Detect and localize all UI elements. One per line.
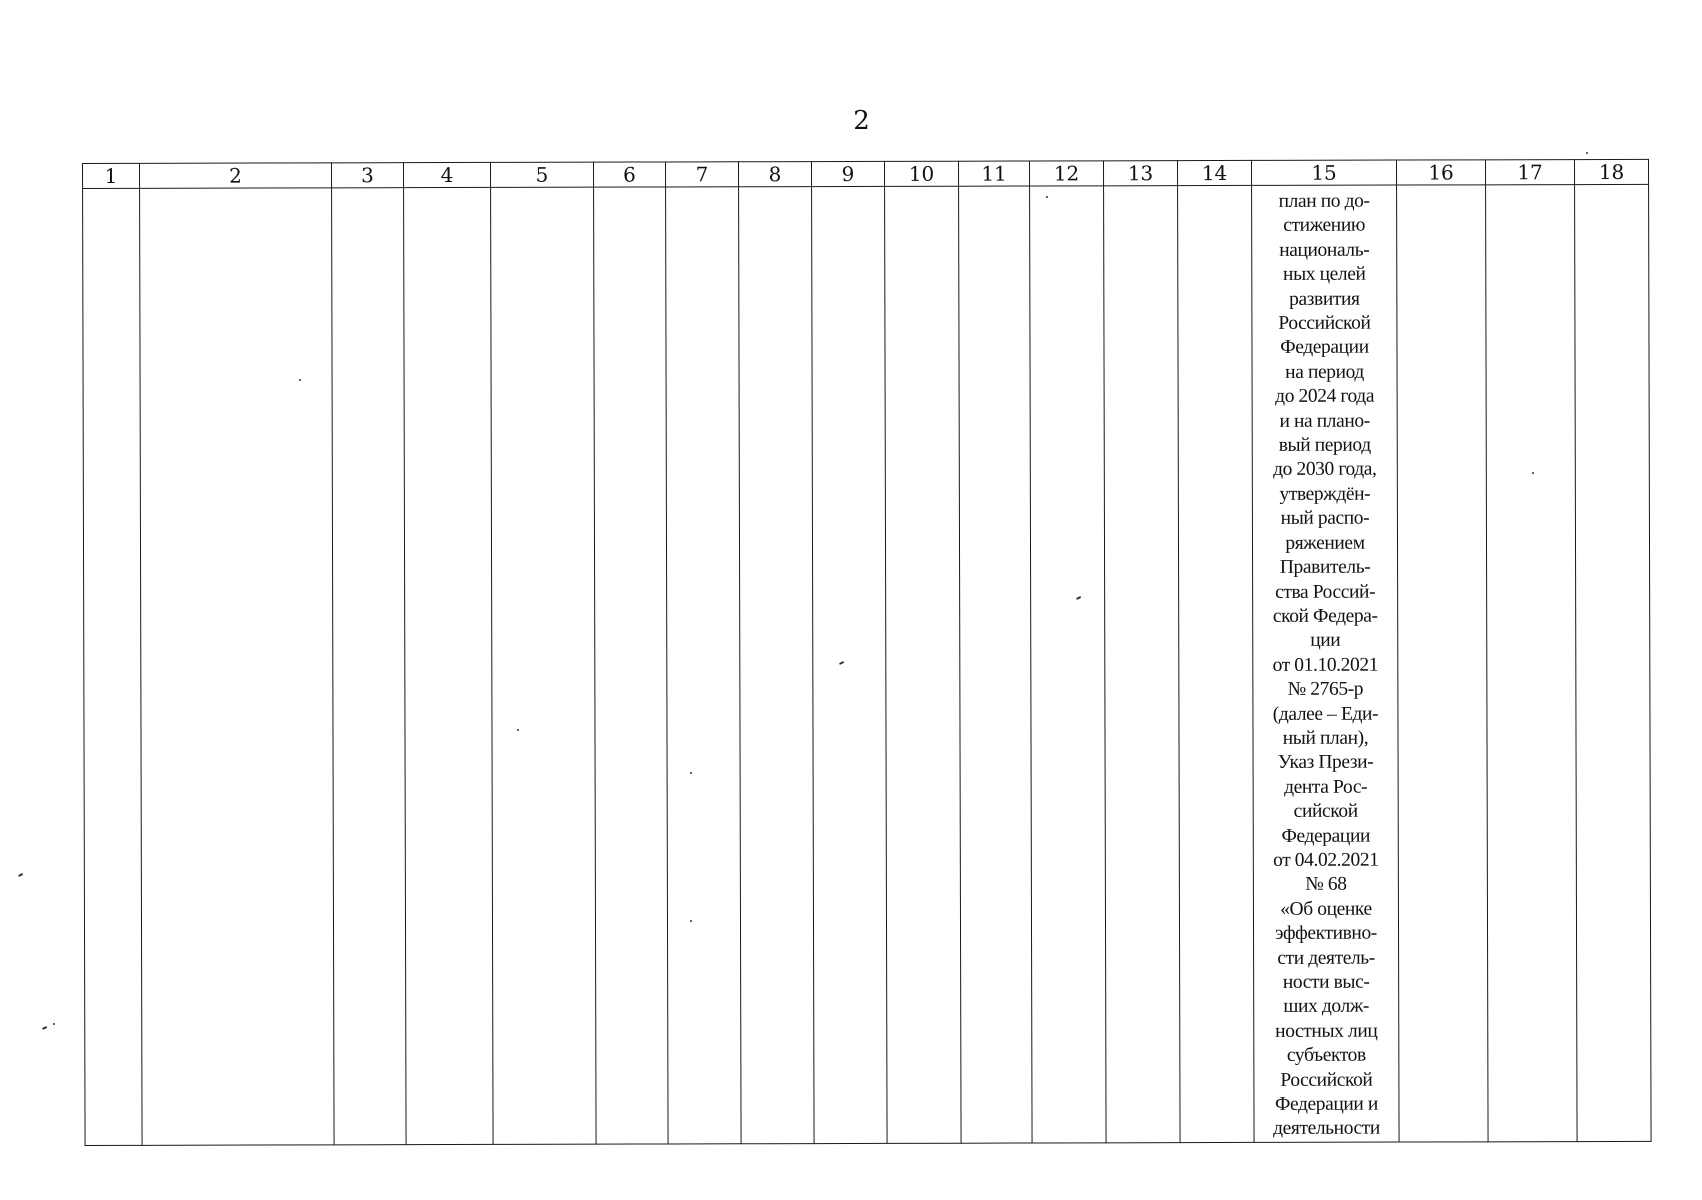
scan-speck	[53, 1023, 55, 1025]
scan-speck	[1046, 196, 1048, 198]
column-header-10: 10	[884, 161, 958, 186]
text-line: Правитель-	[1279, 556, 1371, 578]
cell-col-9	[812, 186, 888, 1143]
document-table	[82, 159, 1652, 1146]
text-line: № 68	[1305, 874, 1347, 896]
table-row	[83, 184, 1651, 1145]
text-line: Российской	[1280, 1069, 1373, 1091]
text-line: ряжением	[1285, 532, 1365, 554]
cell-col-3	[332, 188, 407, 1145]
cell-col-10	[885, 186, 962, 1143]
scan-speck	[690, 920, 692, 922]
column-header-4: 4	[404, 162, 491, 187]
column-15-text	[1252, 186, 1399, 1142]
scan-speck	[42, 1026, 47, 1029]
text-line: (далее – Еди-	[1272, 703, 1379, 725]
text-line: сти деятель-	[1277, 947, 1375, 969]
column-header-17: 17	[1485, 160, 1574, 185]
scan-speck	[517, 729, 519, 731]
text-line: ства Россий-	[1275, 581, 1376, 603]
cell-col-17	[1486, 185, 1578, 1142]
column-header-15: 15	[1251, 160, 1396, 185]
text-line: субъектов	[1286, 1044, 1366, 1067]
text-line: стижению	[1283, 215, 1366, 237]
text-line: на период	[1285, 361, 1364, 383]
column-header-9: 9	[811, 161, 884, 186]
cell-col-6	[594, 187, 669, 1144]
scan-speck	[18, 873, 23, 876]
column-header-1: 1	[83, 163, 140, 188]
text-line: развития	[1289, 288, 1360, 310]
cell-col-2	[140, 188, 335, 1145]
text-line: ных целей	[1283, 263, 1366, 286]
column-header-11: 11	[958, 161, 1029, 186]
text-line: от 01.10.2021	[1272, 654, 1379, 676]
text-line: Федерации	[1281, 825, 1371, 847]
column-header-14: 14	[1177, 160, 1251, 185]
text-line: план по до-	[1278, 190, 1370, 212]
scan-speck	[299, 379, 301, 381]
cell-col-15	[1252, 185, 1400, 1142]
text-line: деятельности	[1273, 1118, 1380, 1140]
text-line: вый период	[1278, 434, 1371, 456]
cell-col-13	[1104, 186, 1181, 1143]
text-line: эффективно-	[1275, 922, 1377, 945]
text-line: до 2030 года,	[1273, 459, 1377, 481]
column-header-8: 8	[738, 162, 811, 187]
text-line: дента Рос-	[1284, 776, 1368, 798]
text-line: «Об оценке	[1280, 898, 1372, 920]
column-header-6: 6	[593, 162, 665, 187]
column-header-13: 13	[1103, 161, 1177, 186]
text-line: ностных лиц	[1275, 1020, 1378, 1042]
cell-col-1	[83, 188, 143, 1145]
cell-col-18	[1575, 184, 1652, 1141]
scan-speck	[1586, 152, 1588, 154]
column-header-2: 2	[140, 163, 332, 189]
column-header-12: 12	[1029, 161, 1103, 186]
text-line: Федерации и	[1274, 1093, 1378, 1115]
text-line: ный распо-	[1280, 507, 1370, 530]
text-line: ности выс-	[1282, 971, 1370, 993]
text-line: Российской	[1278, 312, 1371, 334]
cell-col-12	[1030, 186, 1107, 1143]
cell-col-11	[959, 186, 1033, 1143]
cell-col-7	[666, 187, 742, 1144]
text-line: ской Федера-	[1272, 605, 1378, 627]
text-line: № 2765-р	[1287, 678, 1364, 700]
cell-col-5	[491, 187, 597, 1144]
text-line: ции	[1310, 630, 1341, 652]
scan-speck	[1532, 472, 1534, 474]
scan-speck	[690, 772, 692, 774]
text-line: от 04.02.2021	[1273, 849, 1379, 871]
page-number: 2	[853, 106, 870, 136]
column-header-16: 16	[1396, 160, 1485, 185]
text-line: сийской	[1293, 800, 1358, 822]
text-line: утверждён-	[1279, 483, 1371, 505]
text-line: Федерации	[1280, 337, 1369, 359]
text-line: до 2024 года	[1275, 385, 1375, 408]
text-line: ших долж-	[1283, 996, 1370, 1018]
cell-col-4	[404, 187, 494, 1144]
column-header-7: 7	[665, 162, 738, 187]
text-line: и на плано-	[1279, 410, 1370, 432]
cell-col-16	[1397, 185, 1489, 1142]
column-header-18: 18	[1574, 159, 1648, 184]
text-line: Указ Прези-	[1277, 751, 1374, 774]
cell-col-14	[1178, 185, 1255, 1142]
column-header-5: 5	[490, 162, 593, 187]
cell-col-8	[739, 187, 815, 1144]
column-header-3: 3	[332, 163, 404, 188]
text-line: ный план),	[1282, 727, 1369, 749]
text-line: националь-	[1279, 239, 1370, 261]
